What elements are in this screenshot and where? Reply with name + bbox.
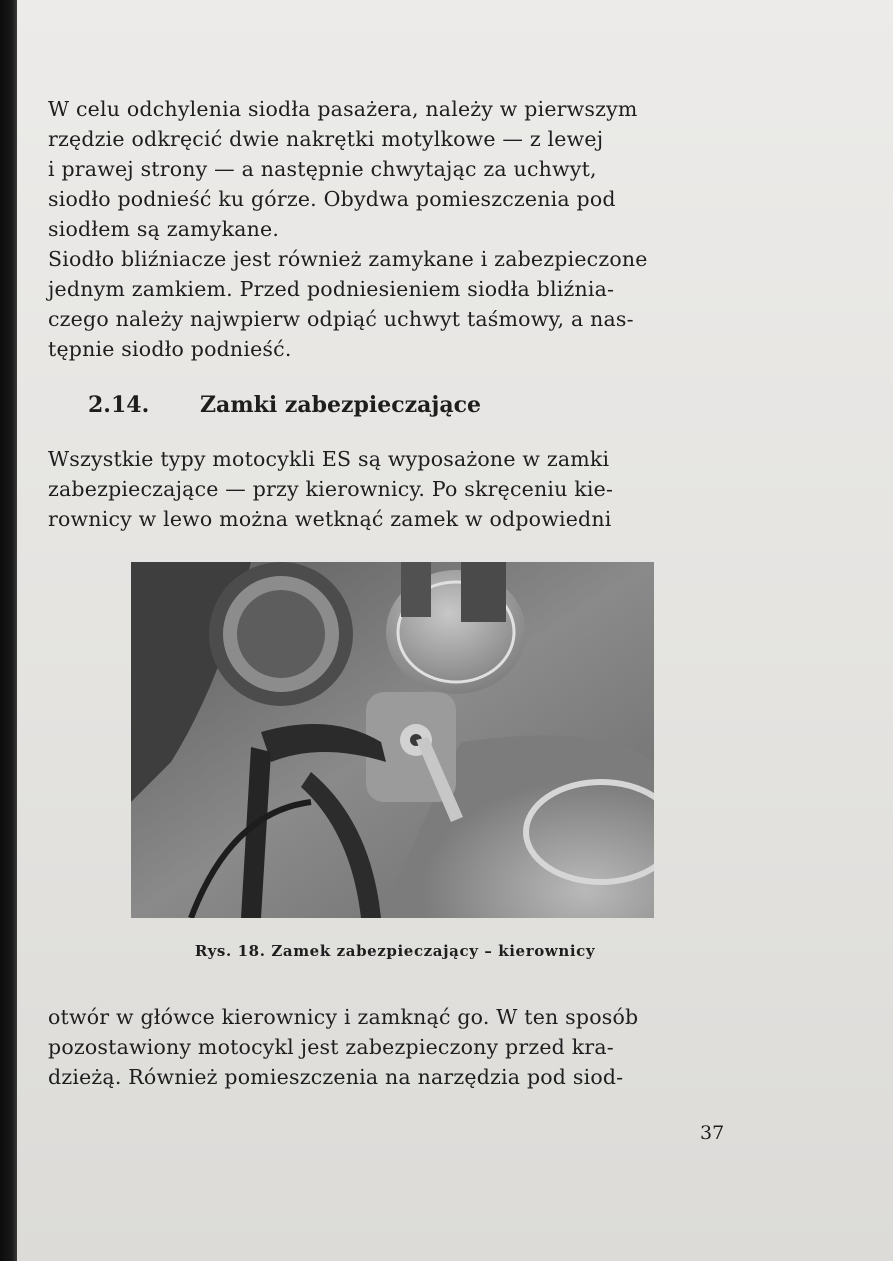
paragraph-lock-usage: otwór w główce kierownicy i zamknąć go. W ten sposób pozostawiony motocykl jest zabezpieczony przed kra- dzieżą. Również pomieszczenia na narzędzia pod siod- [48,1005,639,1089]
paragraph-passenger-seat: W celu odchylenia siodła pasażera, należy w pierwszym rzędzie odkręcić dwie nakrętki motylkowe — z lewej i prawej strony — a następnie chwytając za uchwyt, siodło podnieść ku górze. Obydwa pomieszczenia pod siodłem są zamykane. [48,97,638,241]
paragraph-steering-lock-intro: Wszystkie typy motocykli ES są wyposażone w zamki zabezpieczające — przy kierownicy. Po skręceniu kie- rownicy w lewo można wetknąć zamek w odpowiedni [48,447,614,531]
figure-caption: Rys. 18. Zamek zabezpieczający – kierownicy [194,942,596,960]
page-number: 37 [700,1122,725,1144]
page-binding-shadow [0,0,17,1261]
figure-steering-lock-photo [131,562,654,918]
section-number: 2.14. [88,392,150,418]
section-title: Zamki zabezpieczające [200,392,481,418]
section-heading [88,392,481,418]
steering-lock-illustration [131,562,654,918]
paragraph-twin-seat: Siodło bliźniacze jest również zamykane i zabezpieczone jednym zamkiem. Przed podniesieniem siodła bliźnia- czego należy najwpierw odpiąć uchwyt taśmowy, a nas- tępnie siodło podnieść. [48,247,648,361]
